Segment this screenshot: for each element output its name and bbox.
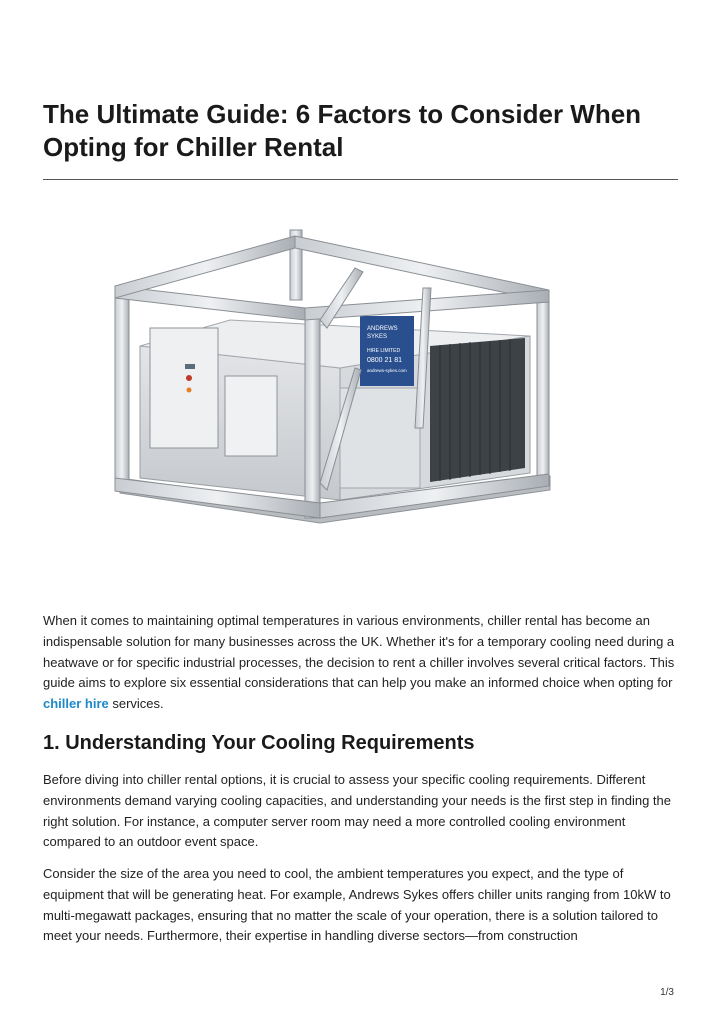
section-paragraph-1: Before diving into chiller rental options, it is crucial to assess your specific cooling requirements. Different environments demand varying cooling capacities, and understanding your needs is the first step in finding the right solution. For instance, a computer server room may need a more controlled cooling environment compared to an outdoor event space. <box>43 772 671 850</box>
intro-paragraph <box>43 611 683 715</box>
panel-text-2: SYKES <box>367 334 388 340</box>
section-heading: 1. Understanding Your Cooling Requirements <box>43 732 475 754</box>
panel-text-3: HIRE LIMITED <box>367 348 401 354</box>
panel-text-1: ANDREWS <box>367 326 398 332</box>
panel-text-4: 0800 21 81 <box>367 357 403 364</box>
chiller-hire-link[interactable]: chiller hire <box>43 696 109 712</box>
page-title: The Ultimate Guide: 6 Factors to Consider When Opting for Chiller Rental <box>43 99 642 162</box>
page-number: 1/3 <box>660 987 674 998</box>
chiller-unit-image <box>105 228 560 528</box>
title-divider <box>43 179 678 180</box>
intro-text-end: services. <box>108 696 164 712</box>
section-paragraph-2: Consider the size of the area you need to cool, the ambient temperatures you expect, and the type of equipment that will be generating heat. For example, Andrews Sykes offers chiller units ranging from 10kW to multi-megawatt packages, ensuring that no matter the scale of your operation, there is a solution tailored to meet your needs. Furthermore, their expertise in handling diverse sectors—from construction <box>43 866 671 944</box>
intro-text: When it comes to maintaining optimal temperatures in various environments, chiller rental has become an indispensable solution for many businesses across the UK. Whether it's for a temporary cooling need during a heatwave or for specific industrial processes, the decision to rent a chiller involves several critical factors. This guide aims to explore six essential considerations that can help you make an informed choice when opting for <box>43 613 675 691</box>
panel-text-5: andrews-sykes.com <box>367 368 407 373</box>
